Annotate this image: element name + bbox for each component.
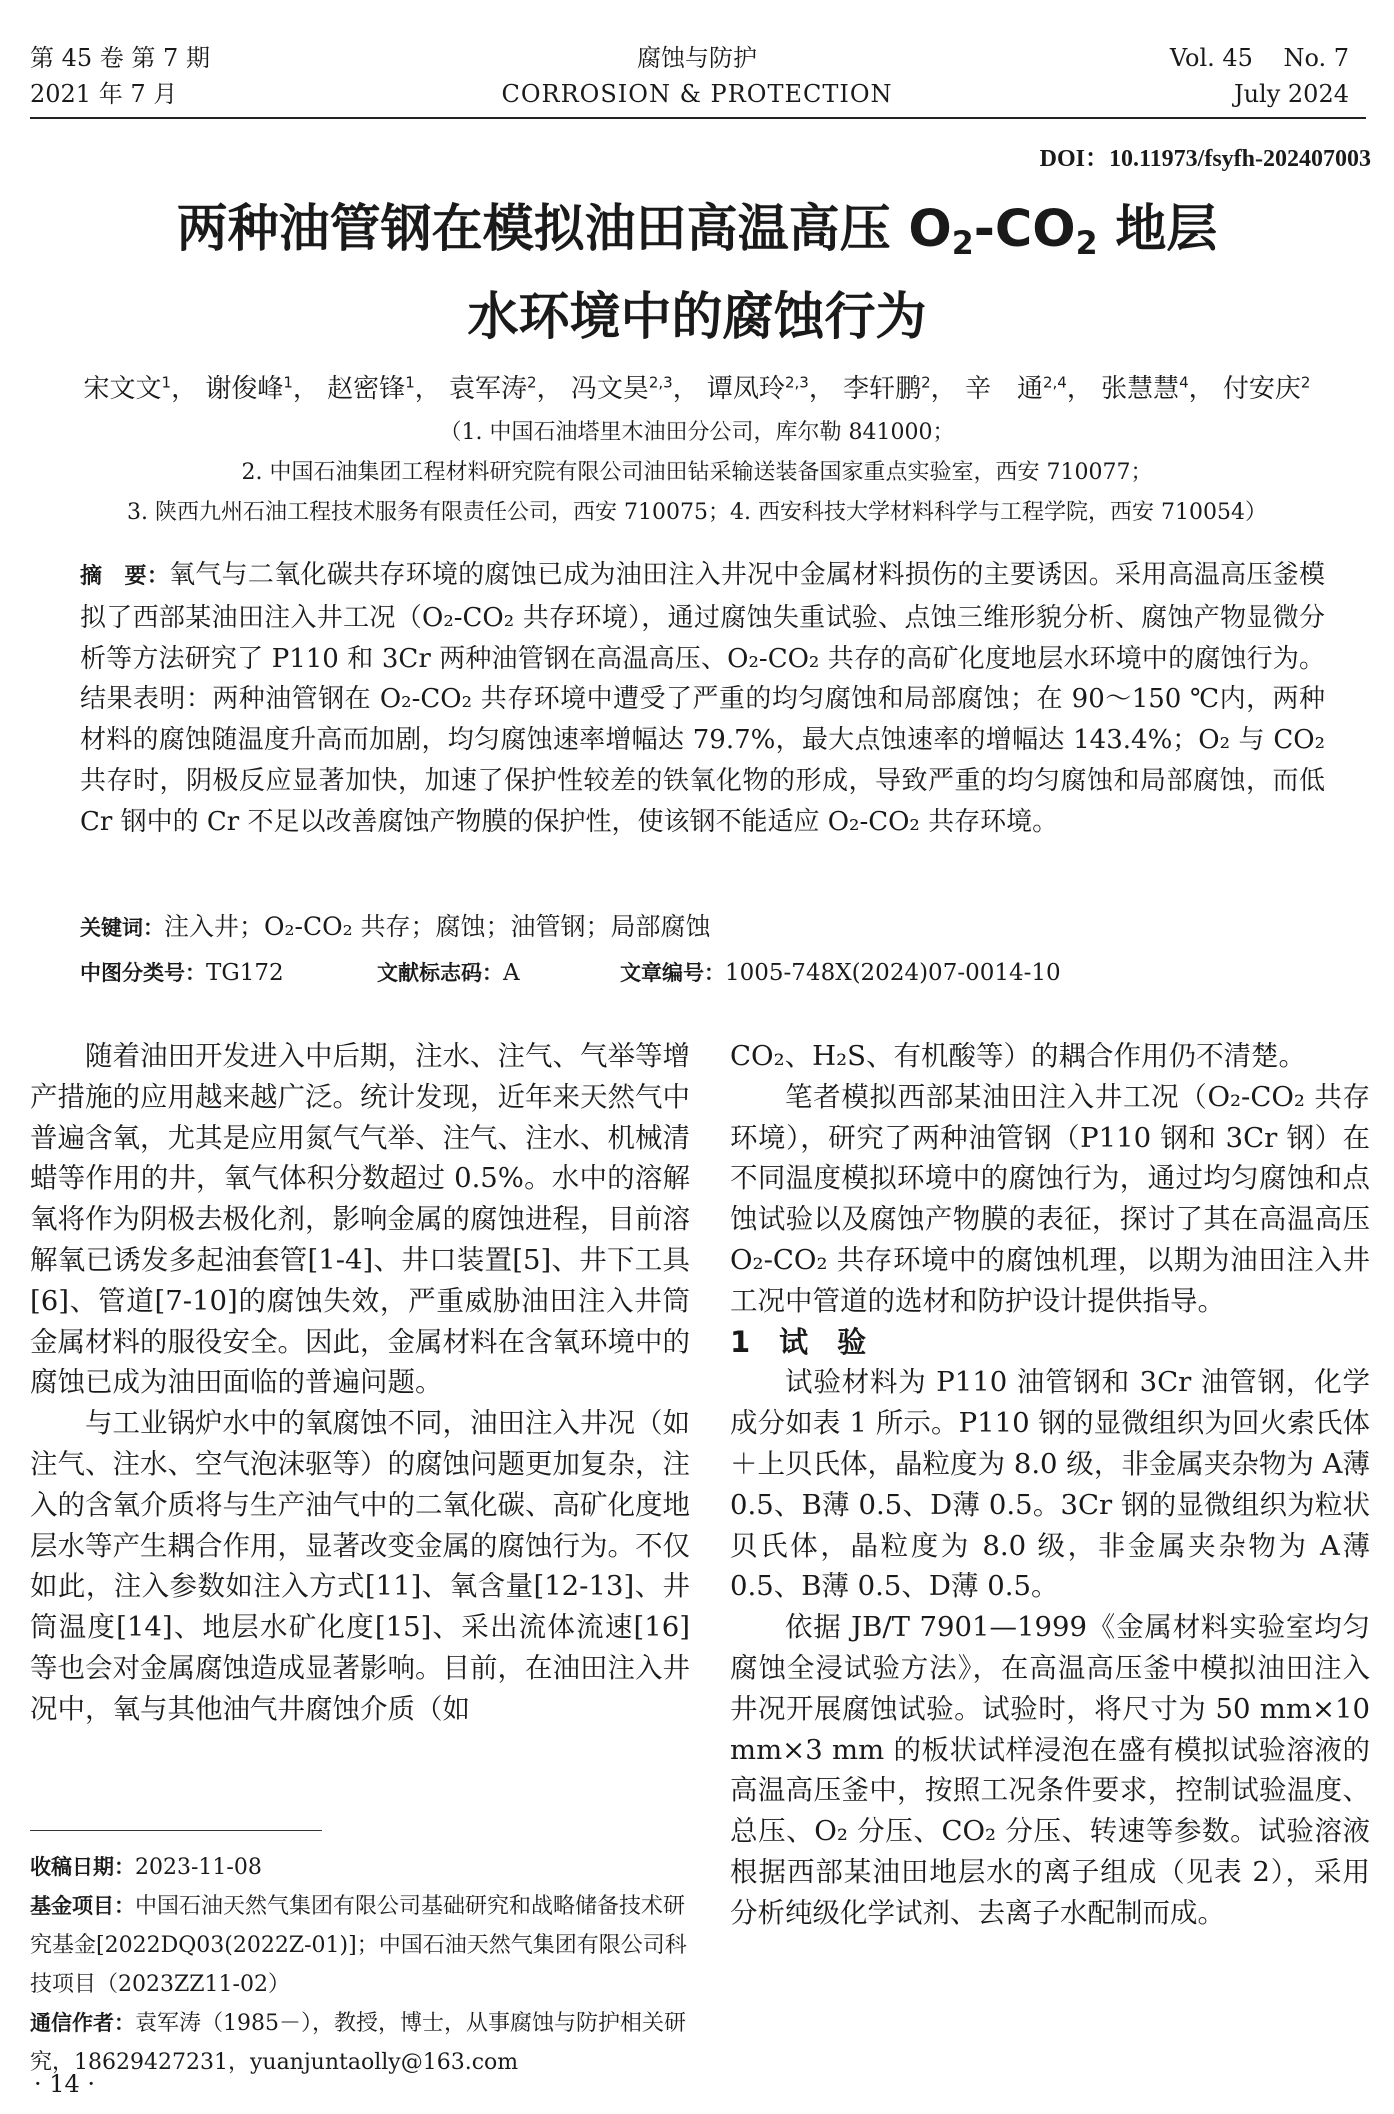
author: 冯文昊$^{2,3}$: [570, 373, 673, 404]
issue-date-en: July 2024: [1233, 80, 1349, 108]
page-number: · 14 ·: [34, 2070, 96, 2098]
body-paragraph: 笔者模拟西部某油田注入井工况（O₂-CO₂ 共存环境），研究了两种油管钢（P110 钢和 3Cr 钢）在不同温度模拟环境中的腐蚀行为，通过均匀腐蚀和点蚀试验以及腐蚀产物膜的表征，探讨了其在高温高压 O₂-CO₂ 共存环境中的腐蚀机理，以期为油田注入井工况中管道的选材和防护设计提供指导。: [730, 1080, 1370, 1317]
body-paragraph: 与工业锅炉水中的氧腐蚀不同，油田注入井况（如注气、注水、空气泡沫驱等）的腐蚀问题更加复杂，注入的含氧介质将与生产油气中的二氧化碳、高矿化度地层水等产生耦合作用，显著改变金属的腐蚀行为。不仅如此，注入参数如注入方式[11]、氧含量[12-13]、井筒温度[14]、地层水矿化度[15]、采出流体流速[16]等也会对金属腐蚀造成显著影响。目前，在油田注入井况中，氧与其他油气井腐蚀介质（如: [30, 1407, 690, 1725]
article-title: [0, 193, 1394, 355]
author: 宋文文$^1$: [83, 373, 172, 404]
body-paragraph-continued: CO₂、H₂S、有机酸等）的耦合作用仍不清楚。: [730, 1040, 1306, 1072]
received-date: 收稿日期：2023-11-08: [30, 1855, 262, 1880]
body-paragraph: 依据 JB/T 7901—1999《金属材料实验室均匀腐蚀全浸试验方法》，在高温高压釜中模拟油田注入井况开展腐蚀试验。试验时，将尺寸为 50 mm×10 mm×3 mm 的板状试样浸泡在盛有模拟试验溶液的高温高压釜中，按照工况条件要求，控制试验温度、总压、O₂ 分压、CO₂ 分压、转速等参数。试验溶液根据西部某油田地层水的离子组成（见表 2），采用分析纯级化学试剂、去离子水配制而成。: [730, 1611, 1370, 1929]
body-paragraph: 随着油田开发进入中后期，注水、注气、气举等增产措施的应用越来越广泛。统计发现，近年来天然气中普遍含氧，尤其是应用氮气气举、注气、注水、机械清蜡等作用的井，氧气体积分数超过 0.5%。水中的溶解氧将作为阴极去极化剂，影响金属的腐蚀进程，目前溶解氧已诱发多起油套管[1-4]、井口装置[5]、井下工具[6]、管道[7-10]的腐蚀失效，严重威胁油田注入井筒金属材料的服役安全。因此，金属材料在含氧环境中的腐蚀已成为油田面临的普遍问题。: [30, 1040, 690, 1399]
corresponding-author: 通信作者：袁军涛（1985－），教授，博士，从事腐蚀与防护相关研究，18629427231，yuanjuntaolly@163.com: [30, 2011, 686, 2075]
volume-issue-en: Vol. 45 No. 7: [1169, 44, 1349, 72]
author-list: 宋文文$^1$， 谢俊峰$^1$， 赵密锋$^1$， 袁军涛$^2$， 冯文昊$^{2,3}$， 谭凤玲$^{2,3}$， 李轩鹏$^2$， 辛 通$^{2,4}$， 张慧慧$^4$， 付安庆$^2$: [83, 373, 1311, 404]
body-column-right: [730, 1036, 1370, 1934]
journal-name-en: CORROSION & PROTECTION: [501, 80, 893, 108]
volume-issue: 第 45 卷 第 7 期: [30, 44, 210, 72]
abstract-label: 摘 要：: [80, 564, 170, 589]
author: 付安庆$^2$: [1222, 373, 1311, 404]
abstract: [80, 555, 1325, 843]
title-line-2: 水环境中的腐蚀行为: [467, 287, 927, 347]
affiliation-line-3: 3. 陕西九州石油工程技术服务有限责任公司，西安 710075；4. 西安科技大学材料科学与工程学院，西安 710054）: [127, 500, 1267, 525]
issue-info-en: [1170, 40, 1349, 112]
keywords-label: 关键词：: [80, 916, 164, 940]
header-rule: [30, 117, 1366, 119]
footnotes: [30, 1848, 690, 2082]
section-heading: 1 试 验: [730, 1324, 867, 1359]
footnote-rule: [30, 1830, 322, 1831]
author: 李轩鹏$^2$: [843, 373, 931, 404]
affiliation-line-1: （1. 中国石油塔里木油田分公司，库尔勒 841000；: [439, 420, 955, 445]
body-paragraph: 试验材料为 P110 油管钢和 3Cr 油管钢，化学成分如表 1 所示。P110 钢的显微组织为回火索氏体＋上贝氏体，晶粒度为 8.0 级，非金属夹杂物为 A薄 0.5、B薄 0.5、D薄 0.5。3Cr 钢的显微组织为粒状贝氏体，晶粒度为 8.0 级，非金属夹杂物为 A薄 0.5、B薄 0.5、D薄 0.5。: [730, 1366, 1370, 1603]
doi[interactable]: DOI：10.11973/fsyfh-202407003: [1039, 146, 1371, 172]
body-column-left: [30, 1036, 690, 1730]
keywords: [80, 907, 1325, 943]
journal-name-cn: 腐蚀与防护: [637, 44, 757, 72]
author: 谭凤玲$^{2,3}$: [706, 373, 809, 404]
keywords-text: 注入井；O₂-CO₂ 共存；腐蚀；油管钢；局部腐蚀: [164, 912, 711, 941]
author: 辛 通$^{2,4}$: [964, 373, 1067, 404]
author: 袁军涛$^2$: [449, 373, 537, 404]
issue-date: 2021 年 7 月: [30, 80, 178, 108]
document-code: 文献标志码：A: [377, 960, 520, 986]
title-line-1: 两种油管钢在模拟油田高温高压 $O_2-CO_2$ 地层: [176, 200, 1218, 262]
clc-code: 中图分类号：TG172: [80, 960, 284, 986]
abstract-text: 氧气与二氧化碳共存环境的腐蚀已成为油田注入井况中金属材料损伤的主要诱因。采用高温高压釜模拟了西部某油田注入井工况（O₂-CO₂ 共存环境），通过腐蚀失重试验、点蚀三维形貌分析、腐蚀产物显微分析等方法研究了 P110 和 3Cr 两种油管钢在高温高压、O₂-CO₂ 共存的高矿化度地层水环境中的腐蚀行为。结果表明：两种油管钢在 O₂-CO₂ 共存环境中遭受了严重的均匀腐蚀和局部腐蚀；在 90～150 ℃内，两种材料的腐蚀随温度升高而加剧，均匀腐蚀速率增幅达 79.7%，最大点蚀速率的增幅达 143.4%；O₂ 与 CO₂ 共存时，阴极反应显著加快，加速了保护性较差的铁氧化物的形成，导致严重的均匀腐蚀和局部腐蚀，而低 Cr 钢中的 Cr 不足以改善腐蚀产物膜的保护性，使该钢不能适应 O₂-CO₂ 共存环境。: [80, 560, 1325, 837]
author: 谢俊峰$^1$: [205, 373, 293, 404]
author: 张慧慧$^4$: [1101, 373, 1189, 404]
fund-info: 基金项目：中国石油天然气集团有限公司基础研究和战略储备技术研究基金[2022DQ03(2022Z-01)]；中国石油天然气集团有限公司科技项目（2023ZZ11-02）: [30, 1894, 687, 1997]
author: 赵密锋$^1$: [327, 373, 415, 404]
article-number: 文章编号：1005-748X(2024)07-0014-10: [620, 960, 1061, 986]
affiliation-line-2: 2. 中国石油集团工程材料研究院有限公司油田钻采输送装备国家重点实验室，西安 710077；: [241, 460, 1153, 485]
